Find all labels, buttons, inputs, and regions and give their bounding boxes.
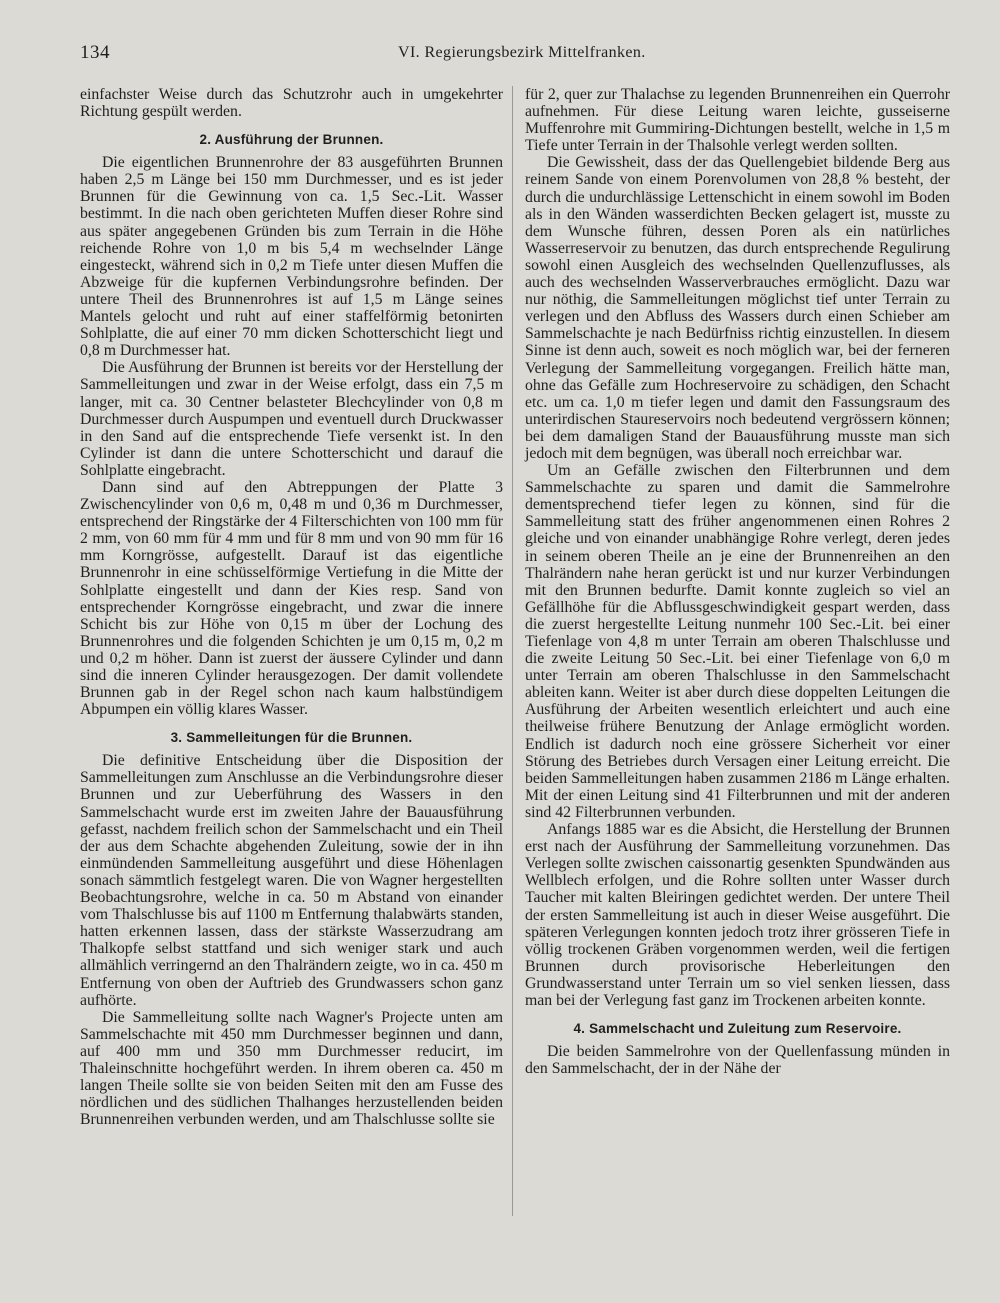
paragraph: Die Gewissheit, dass der das Quellengebiet bildende Berg aus reinem Sande von einem Porenvolumen von 28,8 % besteht, der durch die undurchlässige Lettenschicht in einem sowohl im Boden als in den Wänden wasserdichten Becken gelagert ist, musste zu dem Wunsche führen, dessen Poren als ein natürliches Wasserreservoir zu benutzen, das durch entsprechende Regulirung sowohl einen Ausgleich des wechselnden Quellenzuflusses, als auch des wechselnden Wasserverbrauches ermöglicht. Dazu war nur nöthig, die Sammelleitungen möglichst tief unter Terrain zu verlegen und den Abfluss des Wassers durch einen Schieber am Sammelschachte je nach Bedürfniss richtig einzustellen. In diesem Sinne ist denn auch, soweit es noch möglich war, bei der ferneren Verlegung der Sammelleitung vorgegangen. Freilich hätte man, ohne das Gefälle zum Hochreservoire zu schädigen, den Schacht etc. um ca. 1,0 m tiefer legen und damit den Fassungsraum des unterirdischen Staureservoirs noch bedeutend vergrössern können; bei dem damaligen Stand der Bauausführung musste man sich jedoch mit dem begnügen, was überall noch erreichbar war. [525,154,950,462]
paragraph: Um an Gefälle zwischen den Filterbrunnen und dem Sammelschachte zu sparen und damit die Sammelrohre dementsprechend tiefer legen zu können, sind für die Sammelleitung statt des früher angenommenen einen Rohres 2 gleiche und von einander unabhängige Rohre verlegt, deren jedes in seinem oberen Theile an je eine der Brunnenreihen an den Thalrändern nahe heran gerückt ist und nur kurzer Verbindungen mit den Brunnen bedurfte. Damit konnte zugleich so viel an Gefällhöhe für die Abflussgeschwindigkeit gespart werden, dass die zuerst hergestellte Leitung nunmehr 100 Sec.-Lit. bei einer Tiefenlage von 4,8 m unter Terrain am oberen Thalschlusse und die zweite Leitung 50 Sec.-Lit. bei einer Tiefenlage von 6,0 m unter Terrain am oberen Thalschlusse in den Sammelschacht ableiten kann. Weiter ist aber durch diese doppelten Leitungen die Ausführung der Arbeiten wesentlich erleichtert und auch eine theilweise frühere Benutzung der Anlage ermöglicht worden. Endlich ist dadurch noch eine grössere Sicherheit vor einer Störung des Betriebes durch Versagen einer Leitung erreicht. Die beiden Sammelleitungen haben zusammen 2186 m Länge erhalten. Mit der einen Leitung sind 41 Filterbrunnen und mit der anderen sind 42 Filterbrunnen verbunden. [525,462,950,821]
paragraph: für 2, quer zur Thalachse zu legenden Brunnenreihen ein Querrohr aufnehmen. Für diese Leitung waren leichte, gusseiserne Muffenrohre mit Gummiring-Dichtungen bestellt, welche in 1,5 m Tiefe unter Terrain in der Thalsohle verlegt werden sollten. [525,86,950,155]
paragraph: einfachster Weise durch das Schutzrohr auch in umgekehrter Richtung gespült werden. [80,86,503,121]
column-divider [512,86,513,1216]
section-heading: 2. Ausführung der Brunnen. [199,132,384,148]
paragraph: Die Sammelleitung sollte nach Wagner's Projecte unten am Sammelschachte mit 450 mm Durchmesser beginnen und dann, auf 400 mm und 350 mm Durchmesser reducirt, im Thaleinschnitte hochgeführt werden. In ihrem oberen ca. 450 m langen Theile sollte sie von beiden Seiten mit den am Fusse des nördlichen und des südlichen Thalhanges herzustellenden beiden Brunnenreihen verbunden werden, und am Thalschlusse sollte sie [80,1008,503,1129]
left-column [80,86,503,1243]
right-column [525,86,950,1243]
paragraph: Anfangs 1885 war es die Absicht, die Herstellung der Brunnen erst nach der Ausführung der Sammelleitung vorzunehmen. Das Verlegen sollte zwischen caissonartig gesenkten Spundwänden aus Wellblech erfolgen, und die Rohre sollten unter Wasser durch Taucher mit kalten Bleiringen gedichtet werden. Der untere Theil der ersten Sammelleitung ist auch in dieser Weise ausgeführt. Die späteren Verlegungen konnten jedoch trotz ihrer grösseren Tiefe in völlig trockenen Gräben vorgenommen werden, weil die fertigen Brunnen durch provisorische Heberleitungen den Grundwasserstand unter Terrain um so viel senken liessen, dass man bei der Verlegung fast ganz im Trockenen arbeiten konnte. [525,821,950,1009]
section-heading: 4. Sammelschacht und Zuleitung zum Reservoire. [573,1021,902,1037]
section-heading: 3. Sammelleitungen für die Brunnen. [170,730,413,746]
paragraph: Die Ausführung der Brunnen ist bereits vor der Herstellung der Sammelleitungen und zwar in der Weise erfolgt, dass ein 7,5 m langer, mit ca. 30 Centner belasteter Blechcylinder von 0,8 m Durchmesser durch Auspumpen und eventuell durch Druckwasser in den Sand auf die entsprechende Tiefe versenkt ist. In den Cylinder ist dann die untere Schotterschicht und darauf die Sohlplatte eingebracht. [80,359,503,479]
paragraph: Dann sind auf den Abtreppungen der Platte 3 Zwischencylinder von 0,6 m, 0,48 m und 0,36 m Durchmesser, entsprechend der Ringstärke der 4 Filterschichten von 100 mm für 2 mm, von 60 mm für 4 mm und für 8 mm und von 90 mm für 16 mm Korngrösse, aufgestellt. Darauf ist das eigentliche Brunnenrohr in eine schüsselförmige Vertiefung in die Mitte der Sohlplatte eingestellt und dann der Kies resp. Sand von entsprechender Korngrösse eingebracht, und zwar die innere Schicht bis zur Höhe von 0,15 m über der Lochung des Brunnenrohres und die folgenden Schichten je um 0,15 m, 0,2 m und 0,2 m höher. Dann ist zuerst der äussere Cylinder und dann sind die inneren Cylinder herausgezogen. Der damit vollendete Brunnen gab in der Regel schon nach kaum halbstündigem Abpumpen ein völlig klares Wasser. [80,478,503,719]
page-header [80,42,950,70]
paragraph: Die beiden Sammelrohre von der Quellenfassung münden in den Sammelschacht, der in der Nähe der [525,1043,950,1078]
running-title: VI. Regierungsbezirk Mittelfranken. [398,44,646,61]
page-number: 134 [80,42,110,63]
paragraph: Die definitive Entscheidung über die Disposition der Sammelleitungen zum Anschlusse an die Verbindungsrohre dieser Brunnen und zur Ueberführung des Wassers in den Sammelschacht wurde erst im zweiten Jahre der Bauausführung gefasst, nachdem freilich schon der Sammelschacht und ein Theil der aus dem Schachte abgehenden Zuleitung, sowie der in ihn einmündenden Sammelleitung ausgeführt und diese Höhenlagen sonach sämmtlich festgelegt waren. Die von Wagner hergestellten Beobachtungsrohre, welche in ca. 50 m Abstand von einander vom Thalschlusse bis auf 1100 m Entfernung thalabwärts standen, hatten erkennen lassen, dass der stärkste Wasserzudrang am Thalkopfe selbst stattfand und sich weniger stark und auch allmählich verringernd an den Thalrändern zeigte, wo in ca. 450 m Entfernung von oben der Auftrieb des Grundwassers schon ganz aufhörte. [80,752,503,1009]
paragraph: Die eigentlichen Brunnenrohre der 83 ausgeführten Brunnen haben 2,5 m Länge bei 150 mm Durchmesser, und es ist jeder Brunnen für die Gewinnung von ca. 1,5 Sec.-Lit. Wasser bestimmt. In die nach oben gerichteten Muffen dieser Rohre sind aus später angegebenen Gründen bis zum Terrain in die Höhe reichende Rohre von 1,0 m bis 5,4 m wechselnder Länge eingesteckt, während sich in 0,2 m Tiefe unter diesen Muffen die Abzweige für die kupfernen Verbindungsrohre befinden. Der untere Theil des Brunnenrohres ist auf 1,5 m Länge seines Mantels gelocht und ruht auf einer staffelförmig betonirten Sohlplatte, die auf einer 70 mm dicken Schotterschicht liegt und 0,8 m Durchmesser hat. [80,154,503,360]
